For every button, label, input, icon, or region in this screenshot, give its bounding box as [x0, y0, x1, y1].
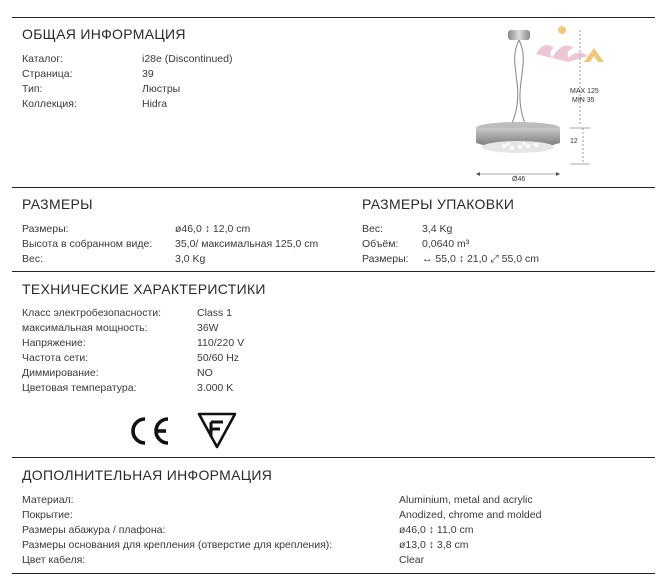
- section-title-dimensions: РАЗМЕРЫ: [22, 196, 93, 212]
- section-title-additional: ДОПОЛНИТЕЛЬНАЯ ИНФОРМАЦИЯ: [22, 467, 273, 483]
- row-label: Диммирование:: [22, 367, 99, 379]
- row-value: i28e (Discontinued): [142, 53, 233, 65]
- row-value: ø46,0 ↕ 11,0 cm: [399, 524, 474, 536]
- lamp-illustration: [466, 16, 666, 186]
- row-value: NO: [197, 367, 213, 379]
- drawing-diameter-label: Ø46: [512, 176, 526, 183]
- row-label: Размеры основания для крепления (отверстие для крепления):: [22, 539, 333, 551]
- row-value: ø46,0 ↕ 12,0 cm: [175, 223, 251, 235]
- row-label: максимальная мощность:: [22, 322, 148, 334]
- row-value: 3,4 Kg: [422, 223, 453, 235]
- row-label: Покрытие:: [22, 509, 73, 521]
- row-value: Люстры: [142, 83, 181, 95]
- section-title-packaging: РАЗМЕРЫ УПАКОВКИ: [362, 196, 515, 212]
- row-value: ↔ 55,0 ↕ 21,0 ⤢ 55,0 cm: [422, 253, 539, 265]
- drawing-max-label: MAX 125: [570, 88, 599, 95]
- drawing-min-label: MIN 35: [572, 97, 595, 104]
- row-value: Clear: [399, 554, 425, 566]
- row-value: 0,0640 m³: [422, 238, 470, 250]
- row-label: Страница:: [22, 68, 73, 80]
- row-value: Anodized, chrome and molded: [399, 509, 542, 521]
- section-title-technical: ТЕХНИЧЕСКИЕ ХАРАКТЕРИСТИКИ: [22, 281, 266, 297]
- row-value: 35,0/ максимальная 125,0 cm: [175, 238, 319, 250]
- rule-additional: [12, 457, 655, 458]
- row-value: 110/220 V: [197, 337, 245, 349]
- row-label: Размеры:: [22, 223, 69, 235]
- product-drawing: [466, 16, 666, 186]
- row-label: Вес:: [22, 253, 44, 265]
- row-value: Aluminium, metal and acrylic: [399, 494, 533, 506]
- row-value: Hidra: [142, 98, 168, 110]
- row-label: Материал:: [22, 494, 74, 506]
- row-label: Размеры:: [362, 253, 409, 265]
- row-value: 3,0 Kg: [175, 253, 206, 265]
- row-value: 36W: [197, 322, 219, 334]
- row-label: Коллекция:: [22, 98, 77, 110]
- rule-technical: [12, 271, 655, 272]
- row-label: Цвет кабеля:: [22, 554, 86, 566]
- row-label: Напряжение:: [22, 337, 86, 349]
- f-mark-icon: [196, 410, 238, 453]
- row-value: Class 1: [197, 307, 233, 319]
- row-label: Каталог:: [22, 53, 64, 65]
- row-value: 3.000 K: [197, 382, 234, 394]
- row-value: 39: [142, 68, 154, 80]
- row-value: ø13,0 ↕ 3,8 cm: [399, 539, 469, 551]
- rule-dimensions: [12, 187, 655, 188]
- row-label: Объём:: [362, 238, 399, 250]
- row-label: Цветовая температура:: [22, 382, 137, 394]
- ce-mark-icon: [128, 414, 172, 451]
- row-label: Тип:: [22, 83, 43, 95]
- drawing-height-label: 12: [570, 138, 578, 145]
- row-label: Класс электробезопасности:: [22, 307, 162, 319]
- row-label: Размеры абажура / плафона:: [22, 524, 166, 536]
- row-label: Вес:: [362, 223, 384, 235]
- row-value: 50/60 Hz: [197, 352, 240, 364]
- bottom-rule: [12, 573, 655, 574]
- brand-logo: [536, 26, 604, 62]
- section-title-general: ОБЩАЯ ИНФОРМАЦИЯ: [22, 26, 186, 42]
- row-label: Высота в собранном виде:: [22, 238, 153, 250]
- row-label: Частота сети:: [22, 352, 89, 364]
